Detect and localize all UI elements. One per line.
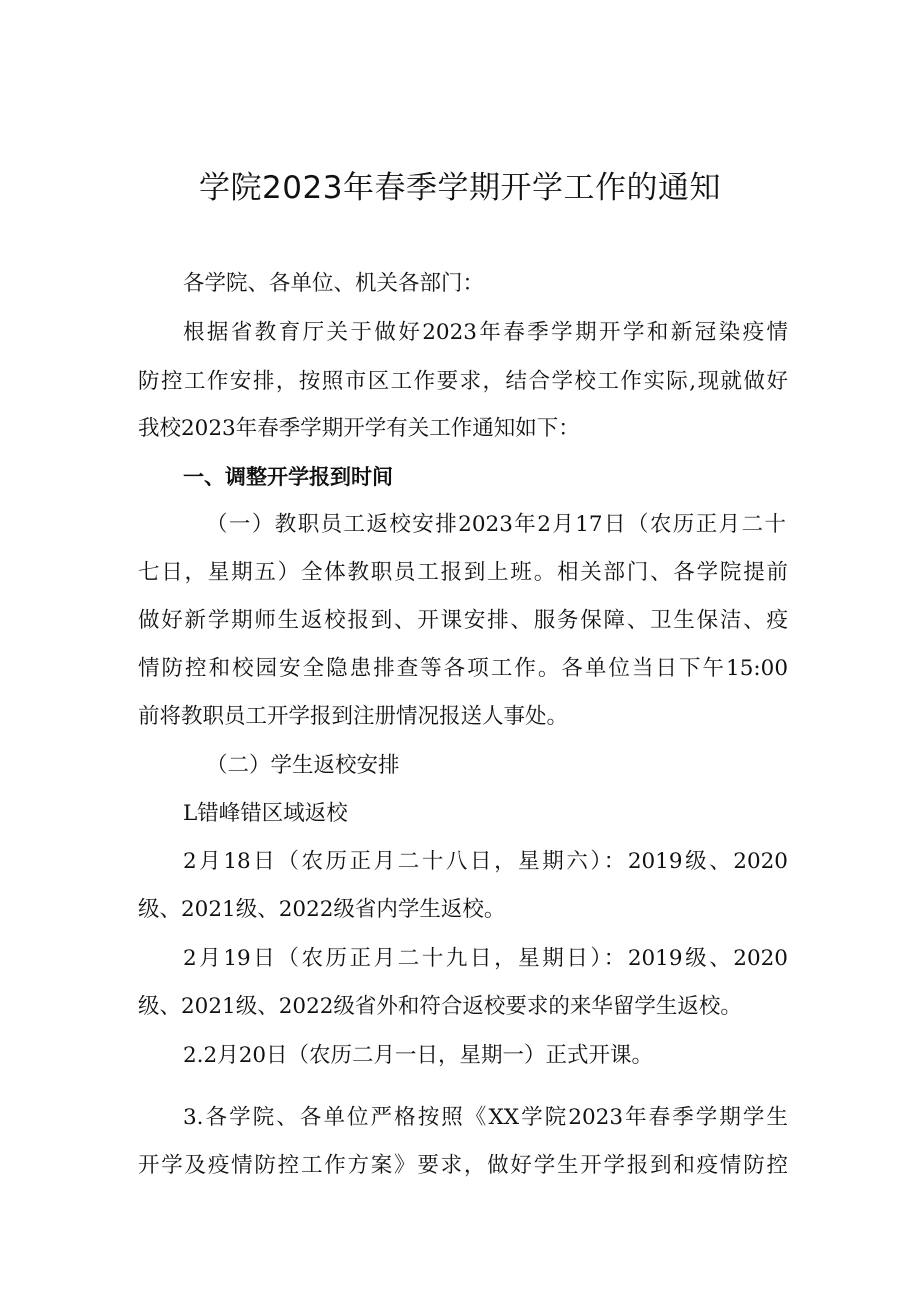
document-title: 学院2023年春季学期开学工作的通知 (199, 170, 721, 206)
list-item-3-line-1: 3.各学院、各单位严格按照《XX学院2023年春季学期学生 (183, 1105, 788, 1130)
intro-line-1: 根据省教育厅关于做好2023年春季学期开学和新冠染疫情 (183, 320, 788, 345)
staff-return-line-2: 七日，星期五）全体教职员工报到上班。相关部门、各学院提前 (138, 560, 788, 585)
feb19-line-2: 级、2021级、2022级省外和符合返校要求的来华留学生返校。 (138, 994, 742, 1019)
list-item-2: 2.2月20日（农历二月一日，星期一）正式开课。 (183, 1043, 654, 1068)
feb19-line-1: 2月19日（农历正月二十九日，星期日）：2019级、2020 (183, 946, 788, 971)
staff-return-line-5: 前将教职员工开学报到注册情况报送人事处。 (138, 704, 569, 729)
intro-line-3: 我校2023年春季学期开学有关工作通知如下： (138, 416, 580, 441)
staff-return-line-4: 情防控和校园安全隐患排查等各项工作。各单位当日下午15:00 (138, 656, 788, 681)
student-return-heading: （二）学生返校安排 (206, 753, 400, 778)
intro-line-2: 防控工作安排，按照市区工作要求，结合学校工作实际,现就做好 (138, 369, 788, 394)
feb18-line-1: 2月18日（农历正月二十八日，星期六）：2019级、2020 (183, 849, 788, 874)
section-heading: 一、调整开学报到时间 (183, 465, 393, 489)
salutation: 各学院、各单位、机关各部门： (183, 271, 485, 296)
list-item-3-line-2: 开学及疫情防控工作方案》要求，做好学生开学报到和疫情防控 (138, 1153, 788, 1178)
staff-return-line-3: 做好新学期师生返校报到、开课安排、服务保障、卫生保洁、疫 (138, 608, 788, 633)
staff-return-line-1: （一）教职员工返校安排2023年2月17日（农历正月二十 (206, 512, 786, 537)
feb18-line-2: 级、2021级、2022级省内学生返校。 (138, 897, 506, 922)
list-item-1: L错峰错区域返校 (183, 801, 348, 826)
